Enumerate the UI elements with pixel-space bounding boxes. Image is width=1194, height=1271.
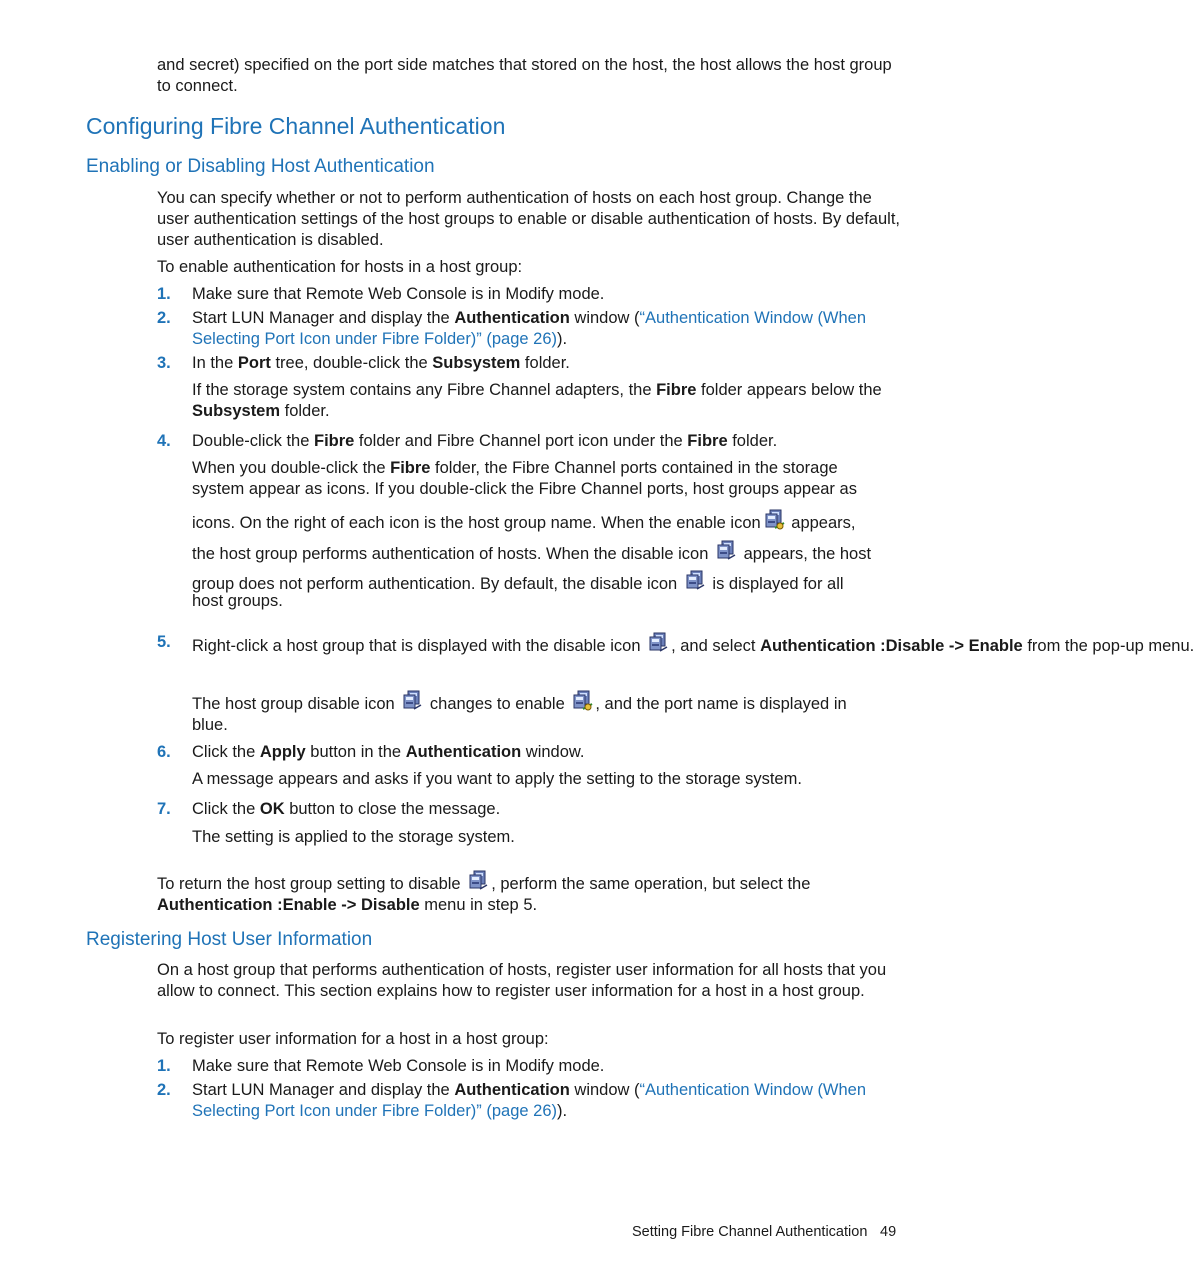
- return-paragraph: To return the host group setting to disable , perform the same operation, but select the Authentication :Enable -> Disable menu in step 5.: [157, 870, 902, 916]
- step-number: 5.: [157, 633, 171, 651]
- step-number: 6.: [157, 743, 171, 761]
- disable-icon: [467, 870, 489, 892]
- step-text: Start LUN Manager and display the Authentication window (“Authentication Window (When Selecting Port Icon under Fibre Folder)” (page 26)).: [192, 309, 867, 348]
- step-text: Make sure that Remote Web Console is in Modify mode.: [192, 1057, 605, 1075]
- registering-paragraph: On a host group that performs authentication of hosts, register user information for all hosts that you allow to connect. This section explains how to register user information for a host in a host group.: [157, 961, 887, 1000]
- cross-reference-link[interactable]: “Authentication Window (When Selecting Port Icon under Fibre Folder)” (page 26): [192, 1081, 867, 1120]
- step-note: If the storage system contains any Fibre Channel adapters, the Fibre folder appears below the Subsystem folder.: [192, 381, 882, 420]
- page-number: 49: [880, 1224, 897, 1240]
- disable-icon: [684, 570, 706, 592]
- step-number: 3.: [157, 354, 171, 372]
- subsection-heading-enabling: Enabling or Disabling Host Authentication: [86, 156, 435, 177]
- step-text: Make sure that Remote Web Console is in Modify mode.: [192, 285, 605, 303]
- step-note: A message appears and asks if you want to apply the setting to the storage system.: [192, 770, 802, 788]
- intro-paragraph: and secret) specified on the port side matches that stored on the host, the host allows the host group to connect.: [157, 56, 892, 95]
- registering-intro-line: To register user information for a host in a host group:: [157, 1030, 549, 1048]
- enable-icon: [763, 509, 785, 531]
- step-text: Start LUN Manager and display the Authentication window (“Authentication Window (When Selecting Port Icon under Fibre Folder)” (page 26)).: [192, 1081, 867, 1120]
- step-number: 7.: [157, 800, 171, 818]
- enabling-intro-line: To enable authentication for hosts in a host group:: [157, 258, 523, 276]
- step-text: Double-click the Fibre folder and Fibre Channel port icon under the Fibre folder.: [192, 432, 778, 450]
- disable-icon: [715, 540, 737, 562]
- step-text: In the Port tree, double-click the Subsystem folder.: [192, 354, 570, 372]
- step-number: 2.: [157, 1081, 171, 1099]
- step-note: The host group disable icon changes to enable , and the port name is displayed in blue.: [192, 690, 902, 736]
- disable-icon: [647, 632, 669, 654]
- footer-title: Setting Fibre Channel Authentication: [632, 1224, 868, 1240]
- subsection-heading-registering: Registering Host User Information: [86, 929, 373, 950]
- step-number: 4.: [157, 432, 171, 450]
- step-text: Right-click a host group that is displayed with the disable icon , and select Authentication :Disable -> Enable from the pop-up menu.: [192, 632, 902, 657]
- step-number: 1.: [157, 285, 171, 303]
- step-number: 2.: [157, 309, 171, 327]
- cross-reference-link[interactable]: “Authentication Window (When Selecting Port Icon under Fibre Folder)” (page 26): [192, 309, 867, 348]
- step-note: The setting is applied to the storage system.: [192, 828, 515, 846]
- section-heading: Configuring Fibre Channel Authentication: [86, 113, 506, 139]
- enable-icon: [571, 690, 593, 712]
- enabling-paragraph: You can specify whether or not to perform authentication of hosts on each host group. Change the user authentication settings of the host groups to enable or disable authentication of hosts. By default, user authentication is disabled.: [157, 189, 900, 249]
- step-text: Click the OK button to close the message.: [192, 800, 501, 818]
- step-number: 1.: [157, 1057, 171, 1075]
- step-text: Click the Apply button in the Authentication window.: [192, 743, 585, 761]
- step-note: When you double-click the Fibre folder, the Fibre Channel ports contained in the storage system appear as icons. If you double-click the Fibre Channel ports, host groups appear as icons. On the right of each icon is the host group name. When the enable icon appears, the host group performs authentication of hosts. When the disable icon appears, the host group does not perform authentication. By default, the disable icon is displayed for all host groups.: [192, 459, 872, 610]
- disable-icon: [401, 690, 423, 712]
